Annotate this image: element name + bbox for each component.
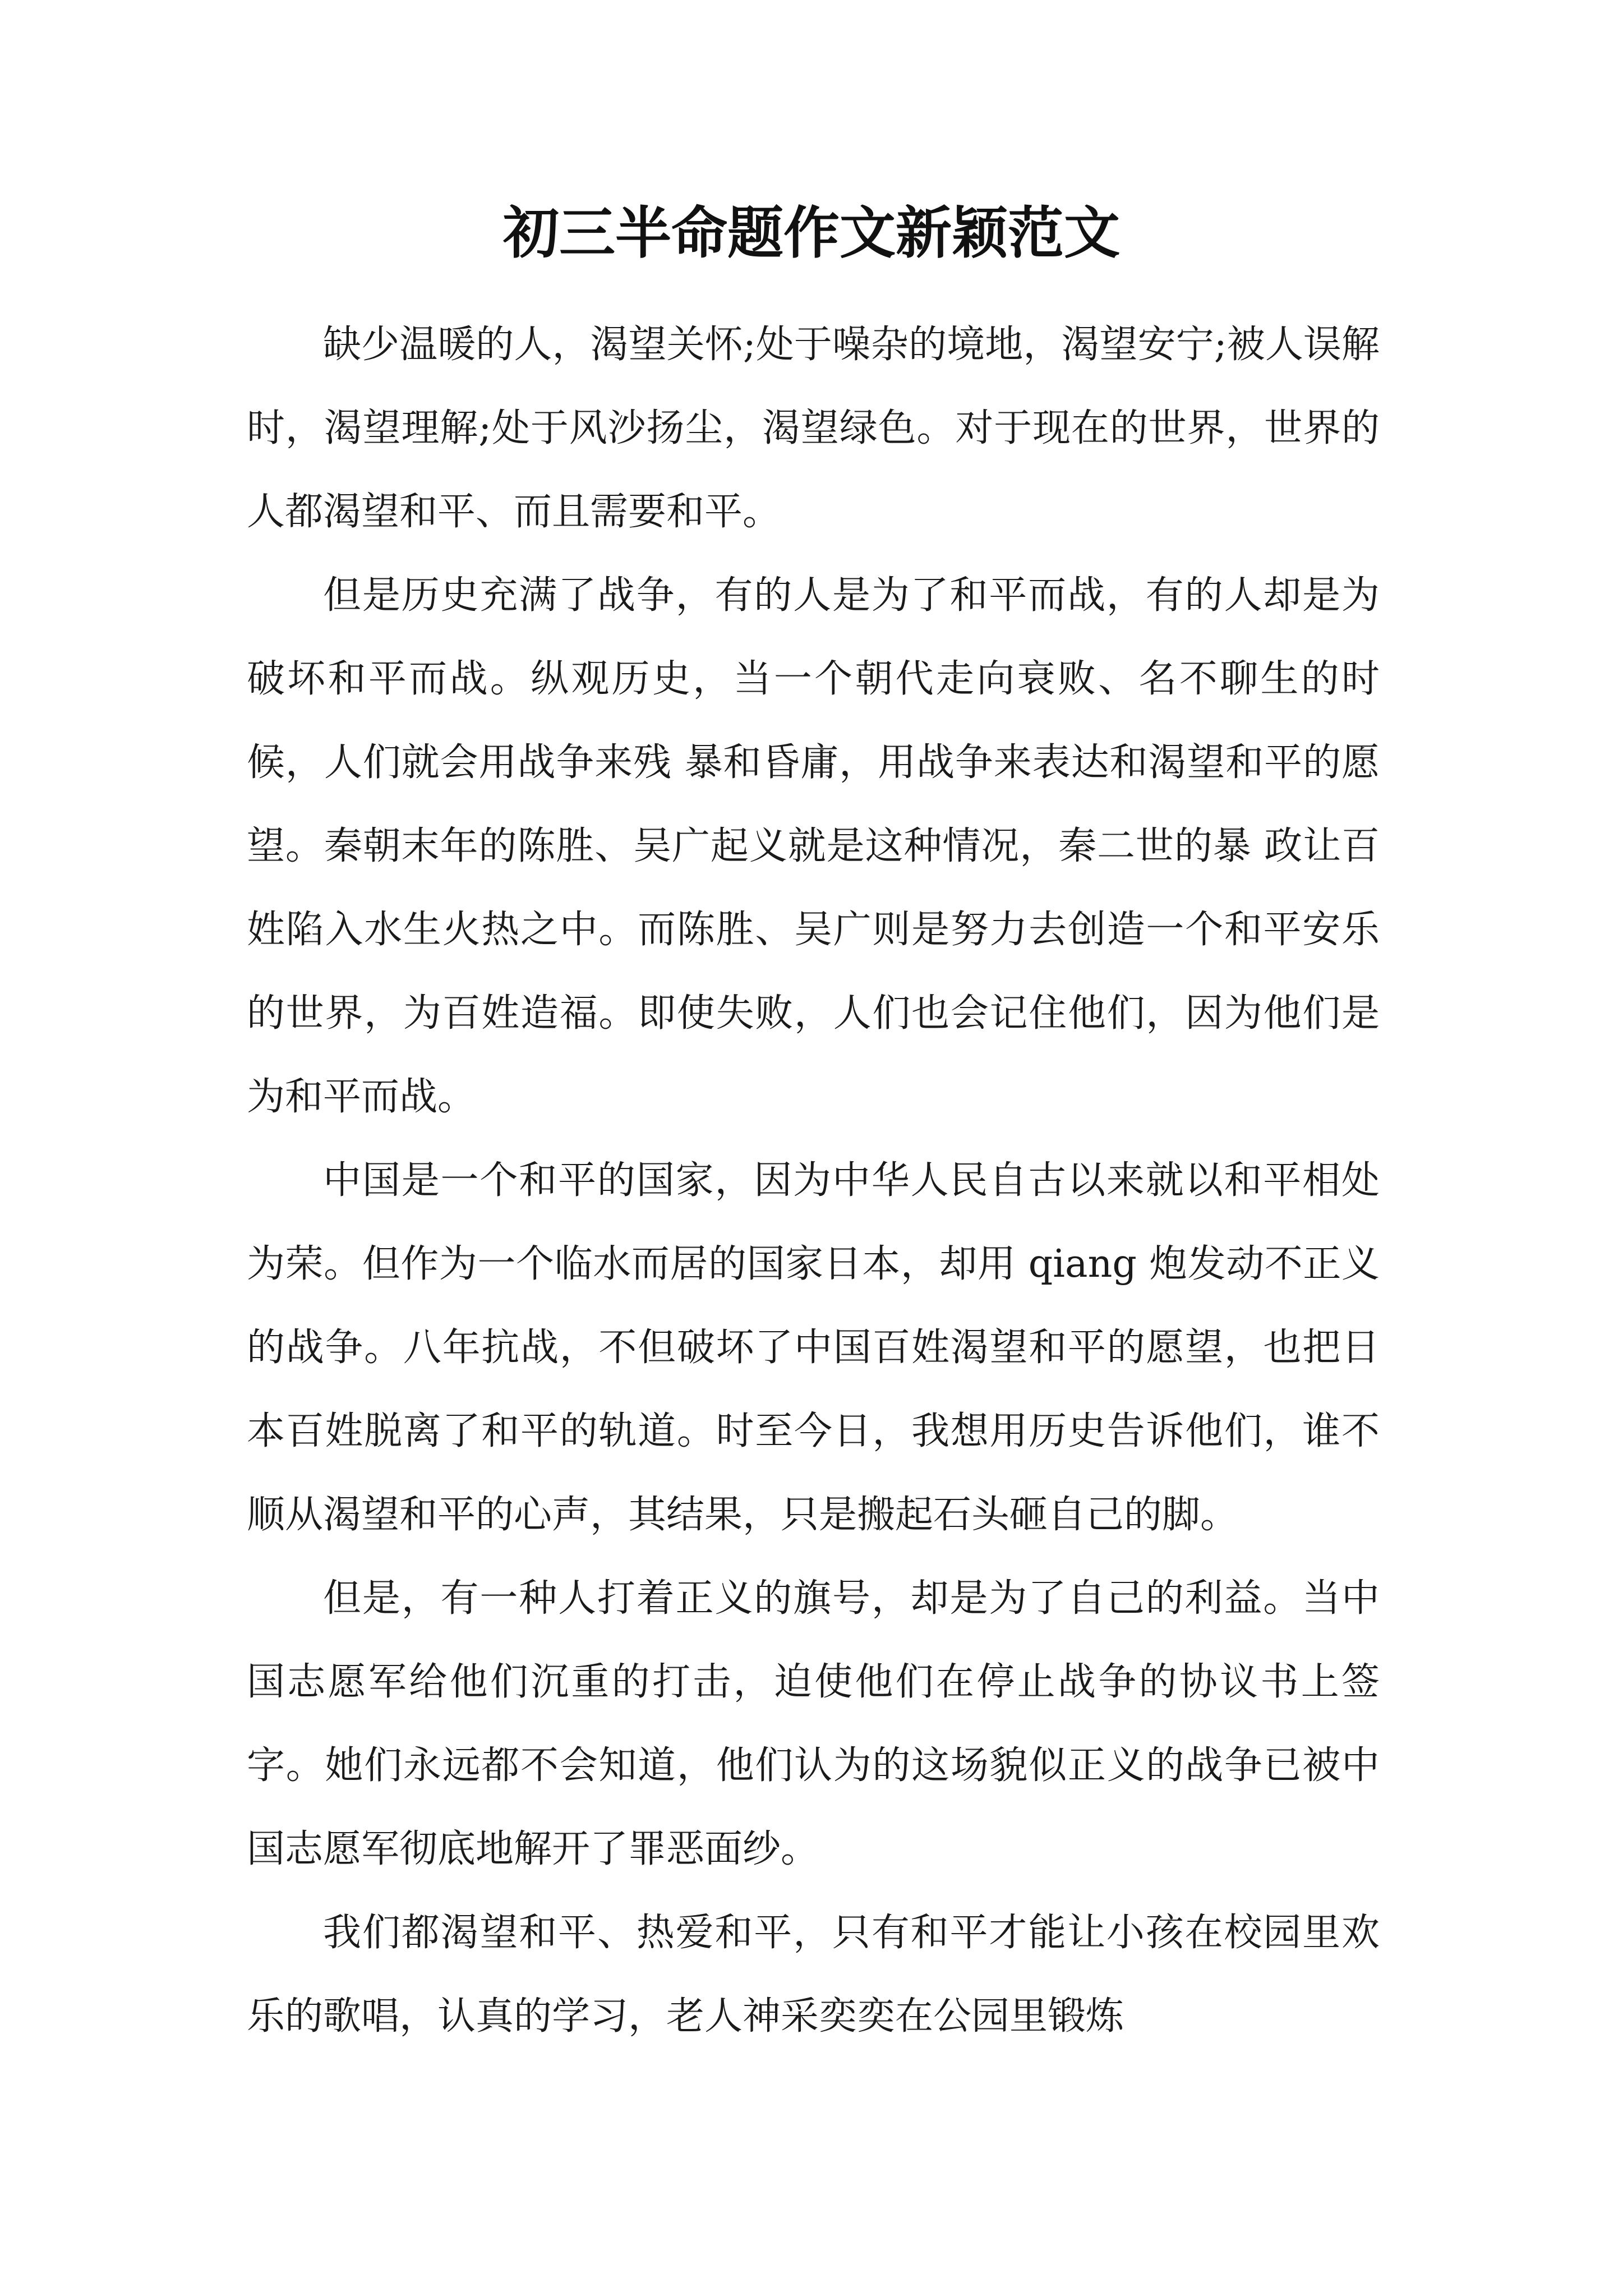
paragraph-5: 我们都渴望和平、热爱和平，只有和平才能让小孩在校园里欢乐的歌唱，认真的学习，老人神采奕奕在公园里锻炼	[247, 1911, 1380, 2039]
paragraph-2: 但是历史充满了战争，有的人是为了和平而战，有的人却是为破坏和平而战。纵观历史，当一个朝代走向衰败、名不聊生的时候，人们就会用战争来残 暴和昏庸，用战争来表达和渴望和平的愿望。秦朝末年的陈胜、吴广起义就是这种情况，秦二世的暴 政让百姓陷入水生火热之中。而陈胜、吴广则是努力去创造一个和平安乐的世界，为百姓造福。即使失败，人们也会记住他们，因为他们是为和平而战。	[247, 573, 1380, 1119]
paragraph-1: 缺少温暖的人，渴望关怀;处于噪杂的境地，渴望安宁;被人误解时，渴望理解;处于风沙扬尘，渴望绿色。对于现在的世界，世界的人都渴望和平、而且需要和平。	[247, 323, 1380, 534]
document-body	[247, 303, 1380, 2058]
paragraph-4: 但是，有一种人打着正义的旗号，却是为了自己的利益。当中国志愿军给他们沉重的打击，迫使他们在停止战争的协议书上签字。她们永远都不会知道，他们认为的这场貌似正义的战争已被中国志愿军彻底地解开了罪恶面纱。	[247, 1576, 1380, 1871]
paragraph-3: 中国是一个和平的国家，因为中华人民自古以来就以和平相处为荣。但作为一个临水而居的国家日本，却用 qiang 炮发动不正义的战争。八年抗战，不但破坏了中国百姓渴望和平的愿望，也把日本百姓脱离了和平的轨道。时至今日，我想用历史告诉他们，谁不顺从渴望和平的心声，其结果，只是搬起石头砸自己的脚。	[247, 1158, 1380, 1537]
document-title: 初三半命题作文新颖范文	[503, 200, 1120, 266]
